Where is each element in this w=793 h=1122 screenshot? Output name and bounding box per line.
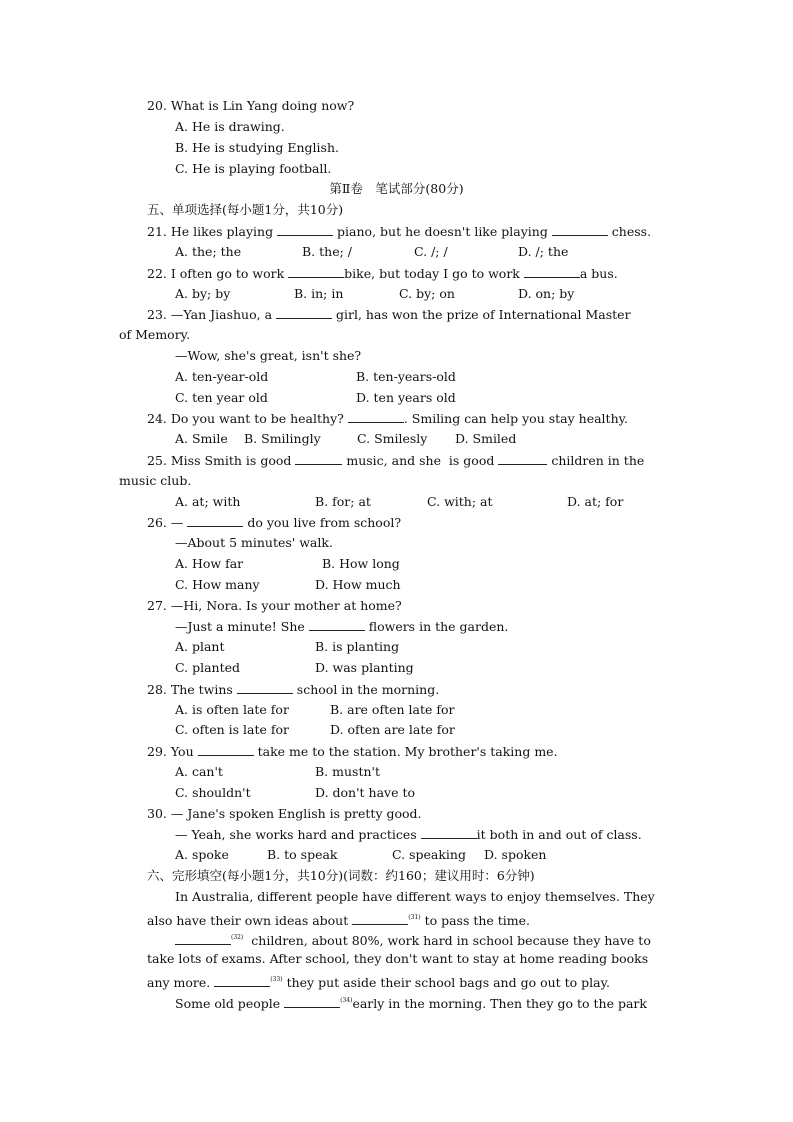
q30-option-b: B. to speak xyxy=(267,847,338,862)
q23-text-1: —Yan Jiashuo, a xyxy=(170,307,273,322)
q27-option-c: C. planted xyxy=(175,660,240,675)
q23-number: 23. xyxy=(147,307,167,322)
q23-stem-continued: of Memory. xyxy=(119,327,191,342)
q28-option-d: D. often are late for xyxy=(330,722,455,737)
q30-text-3: it both in and out of class. xyxy=(476,827,642,842)
q27-stem xyxy=(147,598,402,614)
q23-option-c: C. ten year old xyxy=(175,390,268,405)
q24-text-2: . Smiling can help you stay healthy. xyxy=(403,411,628,426)
q28-option-a: A. is often late for xyxy=(175,702,289,717)
q29-stem xyxy=(147,743,558,760)
q25-text-3: children in the xyxy=(551,453,645,468)
q23-option-b: B. ten-years-old xyxy=(356,369,456,384)
q30-option-d: D. spoken xyxy=(484,847,547,862)
q23-option-d: D. ten years old xyxy=(356,390,456,405)
q26-blank xyxy=(187,514,243,527)
q28-text-2: school in the morning. xyxy=(296,682,440,697)
q28-text-1: The twins xyxy=(170,682,233,697)
q22-text-3: a bus. xyxy=(579,266,618,281)
q25-option-c: C. with; at xyxy=(427,494,493,509)
q30-text-2: — Yeah, she works hard and practices xyxy=(175,827,417,842)
q28-blank xyxy=(237,681,293,694)
q25-stem xyxy=(147,452,644,469)
q26-text-2: do you live from school? xyxy=(247,515,402,530)
passage-p2-line1 xyxy=(175,930,651,949)
q24-option-b: B. Smilingly xyxy=(244,431,321,446)
q21-text-3: chess. xyxy=(611,224,652,239)
q27-text-3: flowers in the garden. xyxy=(368,619,509,634)
q25-stem-continued: music club. xyxy=(119,473,192,488)
cloze-blank-32 xyxy=(175,932,231,945)
q22-number: 22. xyxy=(147,266,167,281)
q21-stem xyxy=(147,223,651,240)
q21-blank-1 xyxy=(277,223,333,236)
q25-text-2: music, and she is good xyxy=(346,453,495,468)
q27-blank xyxy=(309,618,365,631)
q22-text-2: bike, but today I go to work xyxy=(344,266,520,281)
q29-option-a: A. can't xyxy=(175,764,223,779)
passage-text: also have their own ideas about xyxy=(147,913,349,928)
blank-number-32: (32) xyxy=(231,934,244,941)
q26-number: 26. xyxy=(147,515,167,530)
q26-option-a: A. How far xyxy=(175,556,244,571)
q26-stem xyxy=(147,514,401,531)
q24-option-c: C. Smilesly xyxy=(357,431,428,446)
q29-option-c: C. shouldn't xyxy=(175,785,251,800)
q22-stem xyxy=(147,265,618,282)
q30-blank xyxy=(421,826,477,839)
q30-reply xyxy=(175,826,642,843)
q21-option-b: B. the; / xyxy=(302,244,352,259)
q23-blank xyxy=(276,306,332,319)
blank-number-31: (31) xyxy=(408,914,421,921)
passage-text: Some old people xyxy=(175,996,281,1011)
q24-option-d: D. Smiled xyxy=(455,431,517,446)
q25-blank-2 xyxy=(498,452,547,465)
q21-option-a: A. the; the xyxy=(175,244,242,259)
q24-blank xyxy=(348,410,404,423)
cloze-blank-34 xyxy=(284,995,340,1008)
q28-stem xyxy=(147,681,439,698)
q27-option-a: A. plant xyxy=(175,639,225,654)
q22-option-c: C. by; on xyxy=(399,286,455,301)
passage-p1-line1: In Australia, different people have different ways to enjoy themselves. They xyxy=(175,889,655,904)
q22-blank-2 xyxy=(524,265,580,278)
q22-text-1: I often go to work xyxy=(170,266,285,281)
q21-option-c: C. /; / xyxy=(414,244,448,259)
q25-option-d: D. at; for xyxy=(567,494,624,509)
q26-option-b: B. How long xyxy=(322,556,400,571)
q28-number: 28. xyxy=(147,682,167,697)
q21-text-2: piano, but he doesn't like playing xyxy=(337,224,548,239)
cloze-blank-31 xyxy=(352,912,408,925)
q26-option-d: D. How much xyxy=(315,577,401,592)
q24-text-1: Do you want to be healthy? xyxy=(170,411,344,426)
section5-title: 五、单项选择(每小题1分，共10分) xyxy=(147,202,344,217)
q29-number: 29. xyxy=(147,744,167,759)
q30-stem xyxy=(147,806,422,822)
q25-option-a: A. at; with xyxy=(175,494,241,509)
q28-option-b: B. are often late for xyxy=(330,702,455,717)
q30-option-a: A. spoke xyxy=(175,847,229,862)
passage-text: they put aside their school bags and go out to play. xyxy=(286,975,611,990)
passage-p2-line2: take lots of exams. After school, they don't want to stay at home reading books xyxy=(147,951,649,966)
q29-text-1: You xyxy=(170,744,194,759)
q20-stem: 20. What is Lin Yang doing now? xyxy=(147,98,355,113)
passage-text: any more. xyxy=(147,975,211,990)
q21-text-1: He likes playing xyxy=(170,224,274,239)
q21-option-d: D. /; the xyxy=(518,244,569,259)
q22-option-d: D. on; by xyxy=(518,286,575,301)
q26-text-1: — xyxy=(170,515,184,530)
q22-option-a: A. by; by xyxy=(175,286,231,301)
passage-p3-line1 xyxy=(175,993,647,1012)
q24-option-a: A. Smile xyxy=(175,431,228,446)
blank-number-34: (34) xyxy=(340,997,353,1004)
part2-title: 第Ⅱ卷 笔试部分(80分) xyxy=(329,181,464,196)
passage-text: early in the morning. Then they go to the park xyxy=(352,996,647,1011)
q21-number: 21. xyxy=(147,224,167,239)
q22-option-b: B. in; in xyxy=(294,286,344,301)
q23-option-a: A. ten-year-old xyxy=(175,369,269,384)
q27-reply xyxy=(175,618,508,635)
cloze-blank-33 xyxy=(214,974,270,987)
q27-text-1: —Hi, Nora. Is your mother at home? xyxy=(170,598,402,613)
q30-number: 30. xyxy=(147,806,167,821)
q26-reply: —About 5 minutes' walk. xyxy=(175,535,333,550)
blank-number-33: (33) xyxy=(270,976,283,983)
q29-option-d: D. don't have to xyxy=(315,785,416,800)
q23-text-2: girl, has won the prize of International Master xyxy=(336,307,631,322)
passage-p2-line3 xyxy=(147,972,610,991)
q20-option-c: C. He is playing football. xyxy=(175,161,332,176)
q27-text-2: —Just a minute! She xyxy=(175,619,305,634)
q29-option-b: B. mustn't xyxy=(315,764,380,779)
q26-option-c: C. How many xyxy=(175,577,260,592)
q27-option-d: D. was planting xyxy=(315,660,414,675)
q28-option-c: C. often is late for xyxy=(175,722,290,737)
q30-option-c: C. speaking xyxy=(392,847,466,862)
q24-number: 24. xyxy=(147,411,167,426)
q23-reply: —Wow, she's great, isn't she? xyxy=(175,348,362,363)
section6-title: 六、完形填空(每小题1分，共10分)(词数：约160；建议用时：6分钟) xyxy=(147,868,535,883)
passage-text: children, about 80%, work hard in school because they have to xyxy=(251,933,651,948)
q29-text-2: take me to the station. My brother's taking me. xyxy=(257,744,558,759)
q22-blank-1 xyxy=(288,265,344,278)
q23-stem xyxy=(147,306,631,323)
q25-number: 25. xyxy=(147,453,167,468)
q25-blank-1 xyxy=(295,452,342,465)
q25-option-b: B. for; at xyxy=(315,494,371,509)
q27-number: 27. xyxy=(147,598,167,613)
passage-text: to pass the time. xyxy=(424,913,531,928)
q21-blank-2 xyxy=(552,223,608,236)
q27-option-b: B. is planting xyxy=(315,639,400,654)
q20-option-a: A. He is drawing. xyxy=(175,119,285,134)
q24-stem xyxy=(147,410,628,427)
q20-option-b: B. He is studying English. xyxy=(175,140,339,155)
passage-p1-line2 xyxy=(147,910,530,929)
q30-text-1: — Jane's spoken English is pretty good. xyxy=(170,806,422,821)
q29-blank xyxy=(198,743,254,756)
q25-text-1: Miss Smith is good xyxy=(170,453,292,468)
